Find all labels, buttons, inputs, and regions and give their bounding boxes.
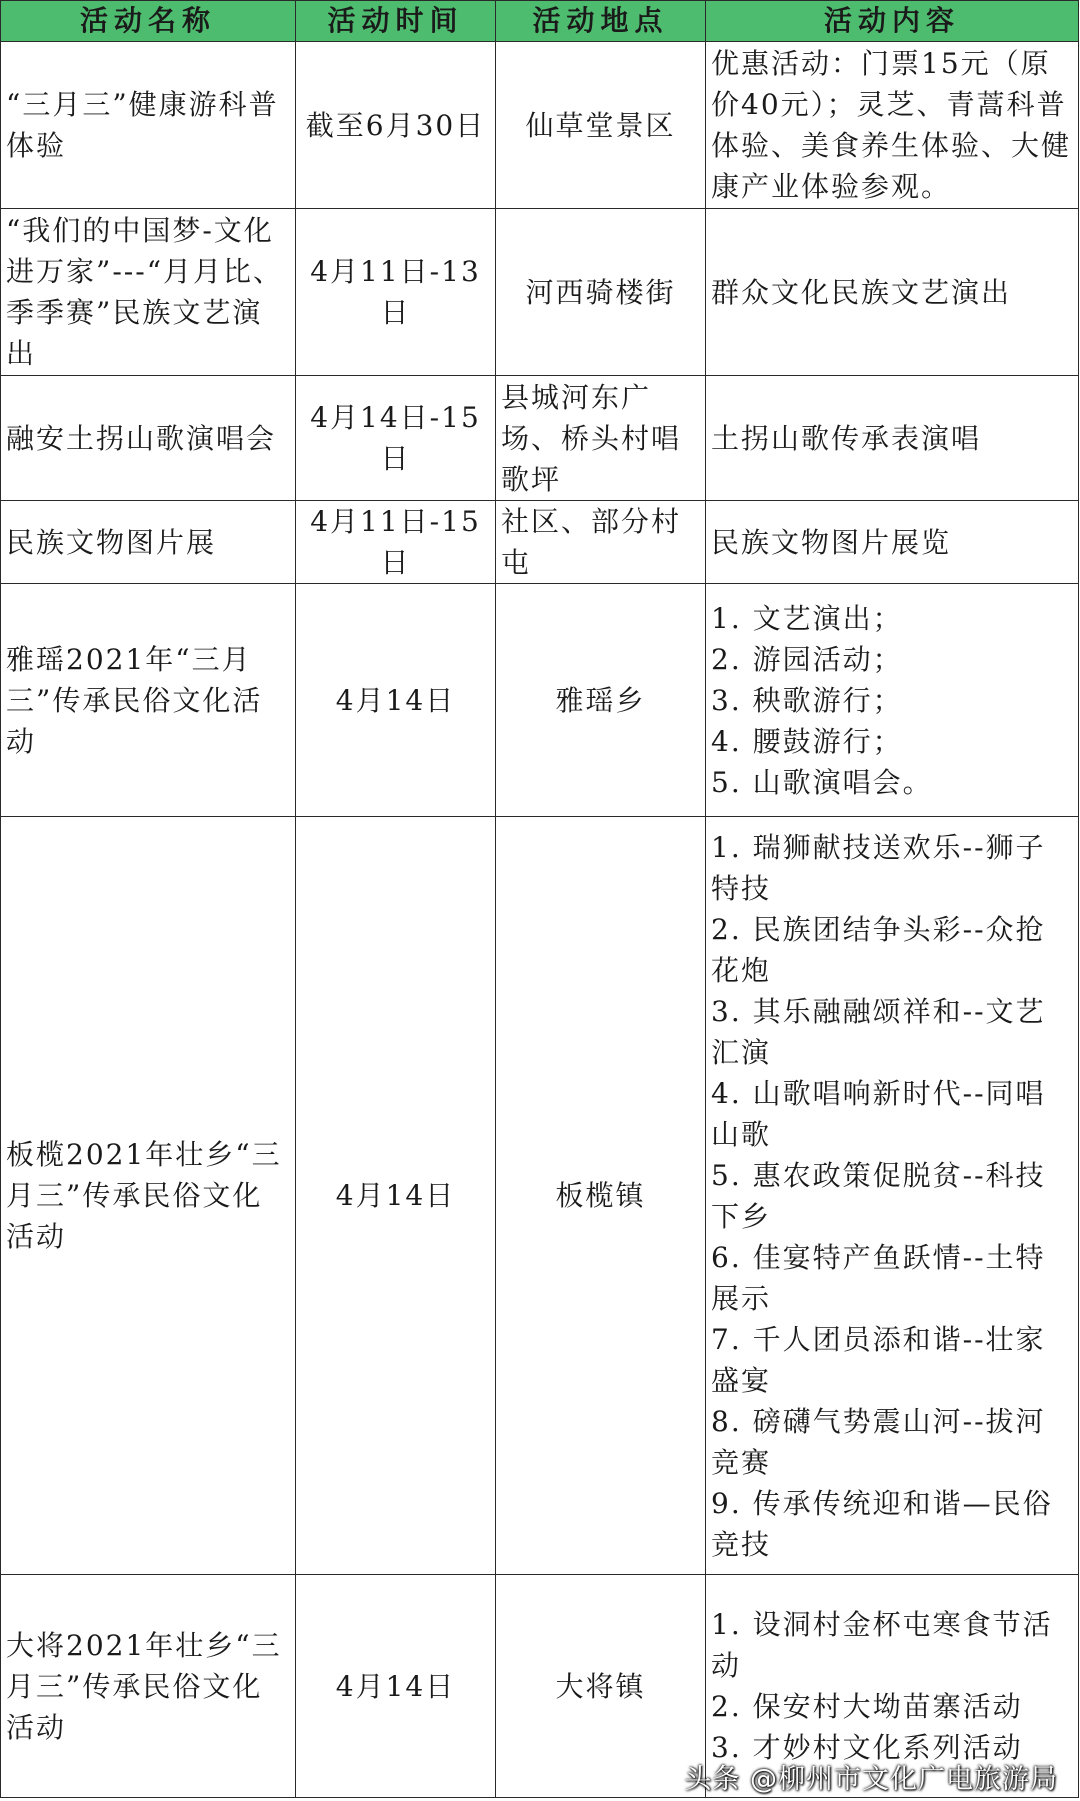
source-watermark: 头条 @柳州市文化广电旅游局 [684,1764,1058,1795]
activity-name-cell: “三月三”健康游科普体验 [1,42,296,209]
activity-place-cell: 县城河东广场、桥头村唱歌坪 [496,376,706,501]
table-header-row [1,1,1079,42]
activity-name-cell: 民族文物图片展 [1,501,296,584]
activity-name-cell: 雅瑶2021年“三月三”传承民俗文化活动 [1,584,296,817]
content-line: 9. 传承传统迎和谐—民俗竞技 [711,1486,1053,1561]
activity-place-cell: 雅瑶乡 [496,584,706,817]
activity-place-cell: 仙草堂景区 [496,42,706,209]
header-activity-time: 活动时间 [296,1,496,42]
content-line: 3. 才妙村文化系列活动 [711,1731,1023,1764]
content-line: 8. 磅礴气势震山河--拔河竞赛 [711,1404,1046,1479]
content-line: 6. 佳宴特产鱼跃情--土特展示 [711,1240,1046,1315]
table-row [1,42,1079,209]
activity-time-cell: 截至6月30日 [296,42,496,209]
activity-name-cell: 板榄2021年壮乡“三月三”传承民俗文化活动 [1,817,296,1575]
activity-place-cell: 社区、部分村屯 [496,501,706,584]
activity-content-cell [706,501,1079,584]
header-activity-place: 活动地点 [496,1,706,42]
activity-content-cell [706,376,1079,501]
activity-content-cell [706,209,1079,376]
activity-place-cell: 板榄镇 [496,817,706,1575]
activity-place-cell: 河西骑楼街 [496,209,706,376]
activity-time-cell: 4月11日-15日 [296,501,496,584]
activity-time-cell: 4月14日 [296,817,496,1575]
content-line: 群众文化民族文艺演出 [711,275,1012,309]
table-row [1,501,1079,584]
content-line: 2. 保安村大坳苗寨活动 [711,1690,1023,1723]
content-line: 3. 其乐融融颂祥和--文艺汇演 [711,994,1046,1069]
content-line: 5. 山歌演唱会。 [711,765,933,799]
table-row [1,817,1079,1575]
activity-time-cell: 4月14日 [296,1575,496,1798]
activity-name-cell: 融安土拐山歌演唱会 [1,376,296,501]
content-line: 1. 设洞村金杯屯寒食节活动 [711,1608,1053,1682]
table-row [1,376,1079,501]
activity-content-cell [706,584,1079,817]
content-line: 7. 千人团员添和谐--壮家盛宴 [711,1322,1046,1397]
activity-time-cell: 4月14日 [296,584,496,817]
content-line: 土拐山歌传承表演唱 [711,421,982,455]
activity-content-cell [706,42,1079,209]
table-row [1,209,1079,376]
header-activity-content: 活动内容 [706,1,1079,42]
content-line: 4. 腰鼓游行； [711,724,903,758]
content-line: 1. 文艺演出； [711,601,903,635]
content-line: 5. 惠农政策促脱贫--科技下乡 [711,1158,1046,1233]
activity-name-cell: “我们的中国梦-文化进万家”---“月月比、季季赛”民族文艺演出 [1,209,296,376]
table-row [1,584,1079,817]
content-line: 3. 秧歌游行； [711,683,903,717]
content-line: 优惠活动：门票15元（原价40元）；灵芝、青蒿科普体验、美食养生体验、大健康产业体验参观。 [711,47,1072,203]
content-line: 民族文物图片展览 [711,525,952,559]
content-line: 4. 山歌唱响新时代--同唱山歌 [711,1076,1046,1151]
content-line: 2. 游园活动； [711,642,903,676]
content-line: 1. 瑞狮献技送欢乐--狮子特技 [711,830,1046,905]
activity-place-cell: 大将镇 [496,1575,706,1798]
activity-time-cell: 4月14日-15日 [296,376,496,501]
activity-content-cell [706,817,1079,1575]
activity-name-cell: 大将2021年壮乡“三月三”传承民俗文化活动 [1,1575,296,1798]
header-activity-name: 活动名称 [1,1,296,42]
activity-time-cell: 4月11日-13日 [296,209,496,376]
content-line: 2. 民族团结争头彩--众抢花炮 [711,912,1046,987]
